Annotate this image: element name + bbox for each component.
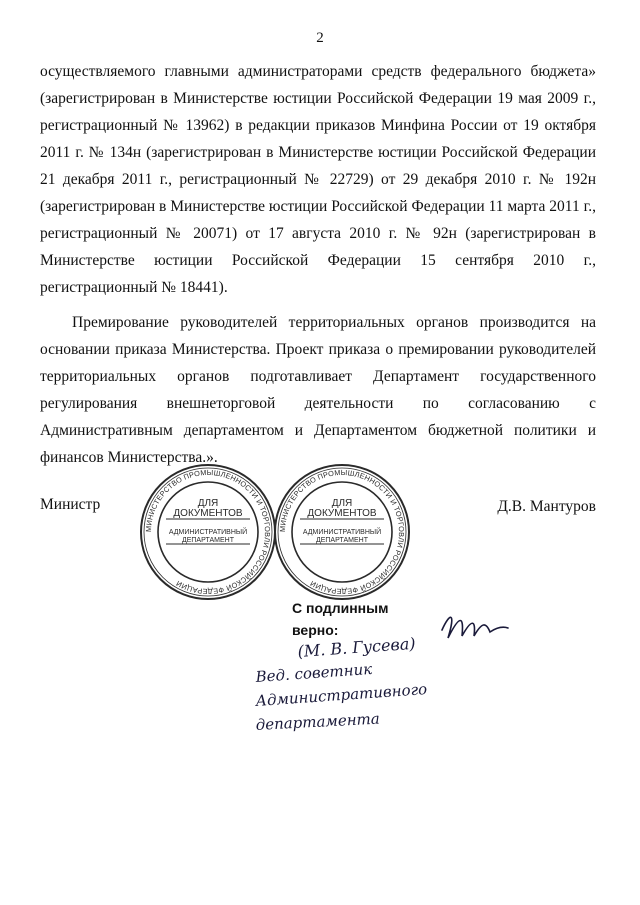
handwritten-certification (250, 608, 510, 738)
stamp-left-line-2: ДОКУМЕНТОВ (173, 508, 243, 519)
stamp-left-line-1: ДЛЯ (197, 498, 219, 509)
document-body (40, 58, 596, 471)
handwritten-position: Вед. советник (255, 659, 373, 686)
stamp-right-line-1: ДЛЯ (331, 498, 353, 509)
stamp-right-line-2: ДОКУМЕНТОВ (307, 508, 377, 519)
stamp-right-line-4: ДЕПАРТАМЕНТ (315, 537, 369, 544)
signatory-name: Д.В. Мантуров (497, 498, 596, 515)
paragraph-order-references: осуществляемого главными администраторами средств федерального бюджета» (зарегистрирован в Министерстве юстиции Российской Федерации 19 мая 2009 г., регистрационный № 13962) в редакции приказов Минфина России от 19 октября 2011 г. № 134н (зарегистрирован в Министерстве юстиции Российской Федерации 21 декабря 2011 г., регистрационный № 22729) от 29 декабря 2010 г. № 192н (зарегистрирован в Министерстве юстиции Российской Федерации 11 марта 2011 г., регистрационный № 20071) от 17 августа 2010 г. № 92н (зарегистрирован в Министерстве юстиции Российской Федерации 15 сентября 2010 г., регистрационный № 18441). (40, 63, 596, 296)
official-stamp-left (138, 462, 278, 602)
official-stamp-right (272, 462, 412, 602)
handwritten-department-2: департамента (255, 709, 381, 734)
paragraph-bonus-procedure: Премирование руководителей территориальных органов производится на основании приказа Министерства. Проект приказа о премировании руководителей территориальных органов подготавливает Департамент государственного регулирования внешнеторговой деятельности по согласованию с Административным департаментом и Департаментом бюджетной политики и финансов Министерства.». (40, 314, 596, 466)
handwritten-signature-icon (250, 608, 510, 738)
signatory-position: Министр (40, 496, 101, 513)
certification-line-2: верно: (292, 622, 339, 638)
certification-line-1: С подлинным (292, 600, 389, 616)
handwritten-name: (М. В. Гусева) (296, 633, 417, 661)
stamp-left-line-4: ДЕПАРТАМЕНТ (181, 537, 235, 544)
stamp-right-line-3: АДМИНИСТРАТИВНЫЙ (302, 529, 382, 536)
stamp-left-outer-text: МИНИСТЕРСТВО ПРОМЫШЛЕННОСТИ И ТОРГОВЛИ РОССИЙСКОЙ ФЕДЕРАЦИИ (143, 467, 273, 597)
stamp-seal-icon (138, 462, 278, 602)
stamp-right-outer-text: МИНИСТЕРСТВО ПРОМЫШЛЕННОСТИ И ТОРГОВЛИ РОССИЙСКОЙ ФЕДЕРАЦИИ (277, 467, 407, 597)
handwritten-department-1: Административного (255, 680, 428, 710)
stamp-seal-icon (272, 462, 412, 602)
stamp-left-line-3: АДМИНИСТРАТИВНЫЙ (168, 529, 248, 536)
page-number: 2 (316, 30, 324, 46)
